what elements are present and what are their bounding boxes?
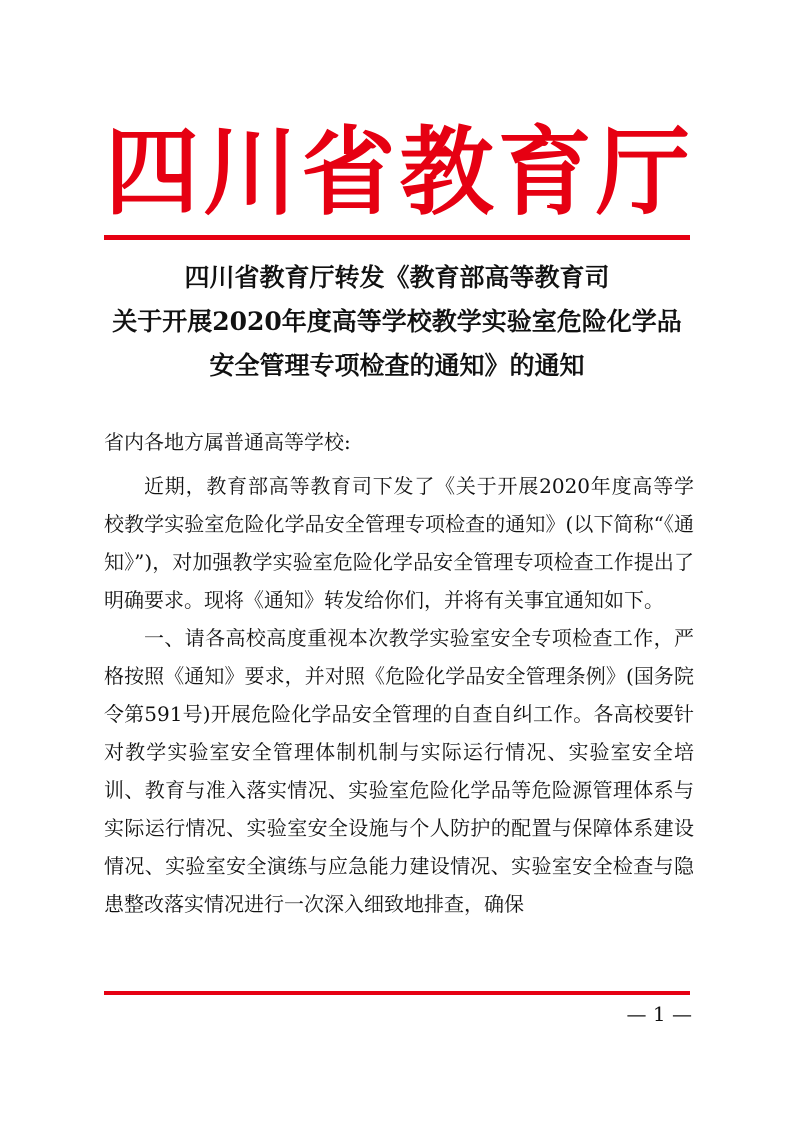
masthead-char: 厅 bbox=[595, 116, 690, 230]
masthead-char: 四 bbox=[105, 116, 200, 230]
masthead-red-rule bbox=[104, 235, 690, 240]
document-title bbox=[104, 256, 690, 388]
document-title-line: 四川省教育厅转发《教育部高等教育司 bbox=[184, 263, 610, 292]
masthead-char: 教 bbox=[399, 116, 494, 230]
document-title-line: 安全管理专项检查的通知》的通知 bbox=[209, 351, 585, 380]
masthead-char: 育 bbox=[497, 116, 592, 230]
masthead-char: 省 bbox=[301, 116, 396, 230]
document-body bbox=[104, 467, 694, 923]
body-paragraph: 近期，教育部高等教育司下发了《关于开展2020年度高等学校教学实验室危险化学品安全管理专项检查的通知》(以下简称“《通知》”)，对加强教学实验室危险化学品安全管理专项检查工作提出了明确要求。现将《通知》转发给你们，并将有关事宜通知如下。 bbox=[104, 474, 694, 612]
body-paragraph: 一、请各高校高度重视本次教学实验室安全专项检查工作，严格按照《通知》要求，并对照《危险化学品安全管理条例》(国务院令第591号)开展危险化学品安全管理的自查自纠工作。各高校要针对教学实验室安全管理体制机制与实际运行情况、实验室安全培训、教育与准入落实情况、实验室危险化学品等危险源管理体系与实际运行情况、实验室安全设施与个人防护的配置与保障体系建设情况、实验室安全演练与应急能力建设情况、实验室安全检查与隐患整改落实情况进行一次深入细致地排查，确保 bbox=[104, 626, 694, 916]
masthead-title bbox=[105, 118, 690, 228]
masthead-char: 川 bbox=[203, 116, 298, 230]
document-title-line: 关于开展2020年度高等学校教学实验室危险化学品 bbox=[112, 307, 682, 336]
footer-red-rule bbox=[104, 991, 690, 995]
salutation: 省内各地方属普通高等学校: bbox=[104, 430, 351, 454]
page-number: — 1 — bbox=[626, 1002, 692, 1026]
